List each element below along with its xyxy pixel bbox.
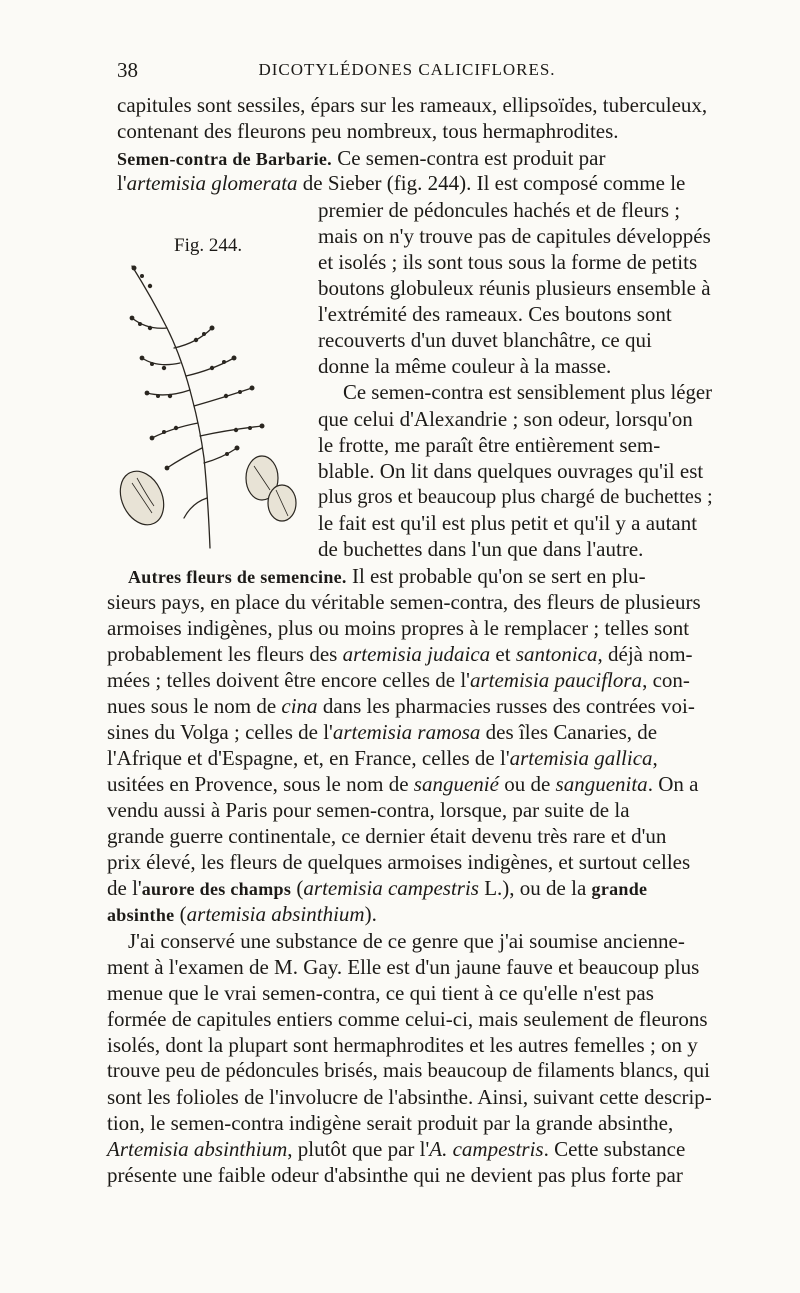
artemisia-branch-illustration bbox=[112, 258, 312, 553]
text-span: présente une faible odeur d'absinthe qui ne devient pas plus forte par bbox=[107, 1163, 683, 1187]
text-span: premier de pédoncules hachés et de fleurs ; bbox=[318, 198, 681, 222]
text-line bbox=[318, 353, 611, 379]
text-span: dans les pharmacies russes des contrées voi- bbox=[317, 694, 695, 718]
text-span: , plutôt que par l' bbox=[287, 1137, 430, 1161]
bold-term: absinthe bbox=[107, 905, 175, 925]
text-span: ( bbox=[174, 902, 187, 926]
text-span: le fait est qu'il est plus petit et qu'il y a autant bbox=[318, 511, 698, 535]
text-line bbox=[107, 849, 690, 875]
text-line bbox=[117, 118, 619, 144]
text-line bbox=[318, 406, 693, 432]
text-line bbox=[318, 510, 697, 536]
text-line bbox=[107, 1110, 673, 1136]
text-line bbox=[117, 170, 685, 196]
text-span: l' bbox=[117, 171, 127, 195]
bold-term: grande bbox=[591, 879, 648, 899]
text-line bbox=[107, 719, 657, 745]
text-span: plus gros et beaucoup plus chargé de buchettes ; bbox=[318, 486, 713, 508]
text-line bbox=[128, 928, 685, 954]
text-span: recouverts d'un duvet blanchâtre, ce qui bbox=[318, 328, 652, 352]
text-span: nues sous le nom de bbox=[107, 694, 282, 718]
text-span: l'Afrique et d'Espagne, et, en France, celles de l' bbox=[107, 746, 510, 770]
text-span: le frotte, me paraît être entièrement sem- bbox=[318, 433, 661, 457]
text-span: ). bbox=[364, 902, 377, 926]
text-line bbox=[107, 980, 654, 1006]
text-span: sont les folioles de l'involucre de l'absinthe. Ainsi, suivant cette descrip- bbox=[107, 1085, 712, 1109]
text-span: grande guerre continentale, ce dernier était devenu très rare et d'un bbox=[107, 824, 667, 848]
text-span: Ce semen-contra est sensiblement plus léger bbox=[343, 381, 713, 404]
italic-term: artemisia ramosa bbox=[332, 720, 481, 744]
text-span: , déjà nom- bbox=[597, 642, 693, 666]
italic-term: sanguenita bbox=[555, 772, 648, 796]
text-span: mées ; telles doivent être encore celles de l' bbox=[107, 668, 470, 692]
text-span: contenant des fleurons peu nombreux, tous hermaphrodites. bbox=[117, 119, 619, 143]
text-line bbox=[107, 954, 699, 980]
text-span: Ce semen-contra est produit par bbox=[331, 146, 606, 170]
text-line bbox=[107, 797, 630, 823]
text-span: menue que le vrai semen-contra, ce qui tient à ce qu'elle n'est pas bbox=[107, 981, 654, 1005]
italic-term: A. campestris bbox=[429, 1137, 544, 1161]
text-span: ou de bbox=[498, 772, 556, 796]
italic-term: artemisia gallica bbox=[509, 746, 653, 770]
text-line bbox=[318, 249, 697, 275]
text-span: , bbox=[652, 746, 658, 770]
text-line bbox=[107, 641, 693, 667]
text-line bbox=[107, 667, 690, 693]
italic-term: santonica bbox=[515, 642, 598, 666]
italic-term: artemisia absinthium bbox=[186, 902, 365, 926]
text-span: ment à l'examen de M. Gay. Elle est d'un jaune fauve et beaucoup plus bbox=[107, 955, 700, 979]
text-line bbox=[107, 1006, 708, 1032]
page-header bbox=[117, 58, 697, 84]
text-line bbox=[107, 1084, 712, 1110]
text-span: , con- bbox=[642, 668, 690, 692]
text-line bbox=[107, 1058, 710, 1084]
text-span: capitules sont sessiles, épars sur les rameaux, ellipsoïdes, tuberculeux, bbox=[117, 93, 708, 117]
text-line bbox=[107, 771, 698, 797]
text-span: L.), ou de la bbox=[478, 876, 592, 900]
text-span: des îles Canaries, de bbox=[480, 720, 658, 744]
text-span: tion, le semen-contra indigène serait produit par la grande absinthe, bbox=[107, 1111, 674, 1135]
italic-term: artemisia judaica bbox=[342, 642, 491, 666]
text-line bbox=[318, 327, 652, 353]
italic-term: cina bbox=[281, 694, 318, 718]
text-line bbox=[107, 875, 647, 902]
text-span: donne la même couleur à la masse. bbox=[318, 354, 612, 378]
italic-term: sanguenié bbox=[413, 772, 499, 796]
text-span: boutons globuleux réunis plusieurs ensemble à bbox=[318, 276, 711, 300]
italic-term: artemisia glomerata bbox=[126, 171, 298, 195]
text-span: isolés, dont la plupart sont hermaphrodites et les autres femelles ; on y bbox=[107, 1033, 698, 1057]
text-span: blable. On lit dans quelques ouvrages qu'il est bbox=[318, 459, 704, 483]
text-span: . On a bbox=[647, 772, 699, 796]
text-span: de buchettes dans l'un que dans l'autre. bbox=[318, 537, 644, 561]
text-span: prix élevé, les fleurs de quelques armoises indigènes, et surtout celles bbox=[107, 850, 691, 874]
text-line bbox=[318, 458, 703, 484]
text-span: de l' bbox=[107, 876, 142, 900]
italic-term: artemisia campestris bbox=[303, 876, 479, 900]
text-line bbox=[318, 275, 711, 301]
text-line bbox=[107, 901, 377, 928]
text-span: armoises indigènes, plus ou moins propres à le remplacer ; telles sont bbox=[107, 616, 690, 640]
bold-term: Semen-contra de Barbarie. bbox=[117, 149, 332, 169]
text-span: et isolés ; ils sont tous sous la forme de petits bbox=[318, 250, 698, 274]
text-line bbox=[318, 197, 680, 223]
text-line bbox=[107, 693, 695, 719]
text-line bbox=[128, 563, 646, 590]
text-span: J'ai conservé une substance de ce genre que j'ai soumise ancienne- bbox=[128, 929, 685, 953]
running-title: DICOTYLÉDONES CALICIFLORES. bbox=[258, 60, 556, 79]
text-span: l'extrémité des rameaux. Ces boutons sont bbox=[318, 302, 672, 326]
page-number: 38 bbox=[117, 58, 138, 82]
text-line bbox=[107, 823, 666, 849]
figure-caption: Fig. 244. bbox=[174, 235, 243, 256]
italic-term: Artemisia absinthium bbox=[107, 1137, 288, 1161]
text-line bbox=[318, 223, 711, 249]
text-line bbox=[107, 1136, 685, 1162]
text-line bbox=[117, 145, 605, 172]
text-line bbox=[318, 484, 713, 510]
text-line bbox=[318, 301, 672, 327]
bold-term: aurore des champs bbox=[141, 879, 292, 899]
text-line bbox=[318, 536, 643, 562]
text-line bbox=[318, 432, 660, 458]
text-span: . Cette substance bbox=[543, 1137, 686, 1161]
text-line bbox=[107, 1162, 683, 1188]
text-span: sieurs pays, en place du véritable semen-contra, des fleurs de plusieurs bbox=[107, 590, 701, 614]
text-line bbox=[107, 615, 689, 641]
text-span: formée de capitules entiers comme celui-ci, mais seulement de fleurons bbox=[107, 1007, 708, 1031]
bold-term: Autres fleurs de semencine. bbox=[128, 567, 347, 587]
text-span: et bbox=[490, 642, 516, 666]
text-span: mais on n'y trouve pas de capitules développés bbox=[318, 224, 711, 248]
text-line bbox=[117, 92, 707, 118]
text-span: Il est probable qu'on se sert en plu- bbox=[346, 564, 646, 588]
text-span: probablement les fleurs des bbox=[107, 642, 343, 666]
text-line bbox=[107, 745, 658, 771]
text-line bbox=[107, 1032, 698, 1058]
text-span: usitées en Provence, sous le nom de bbox=[107, 772, 414, 796]
italic-term: artemisia pauciflora bbox=[469, 668, 643, 692]
text-span: vendu aussi à Paris pour semen-contra, lorsque, par suite de la bbox=[107, 798, 630, 822]
text-span: sines du Volga ; celles de l' bbox=[107, 720, 333, 744]
text-span: de Sieber (fig. 244). Il est composé comme le bbox=[297, 171, 686, 195]
text-span: trouve peu de pédoncules brisés, mais beaucoup de filaments blancs, qui bbox=[107, 1059, 710, 1082]
text-line bbox=[107, 589, 701, 615]
text-line bbox=[343, 380, 712, 406]
text-span: que celui d'Alexandrie ; son odeur, lorsqu'on bbox=[318, 407, 693, 431]
text-span: ( bbox=[291, 876, 304, 900]
